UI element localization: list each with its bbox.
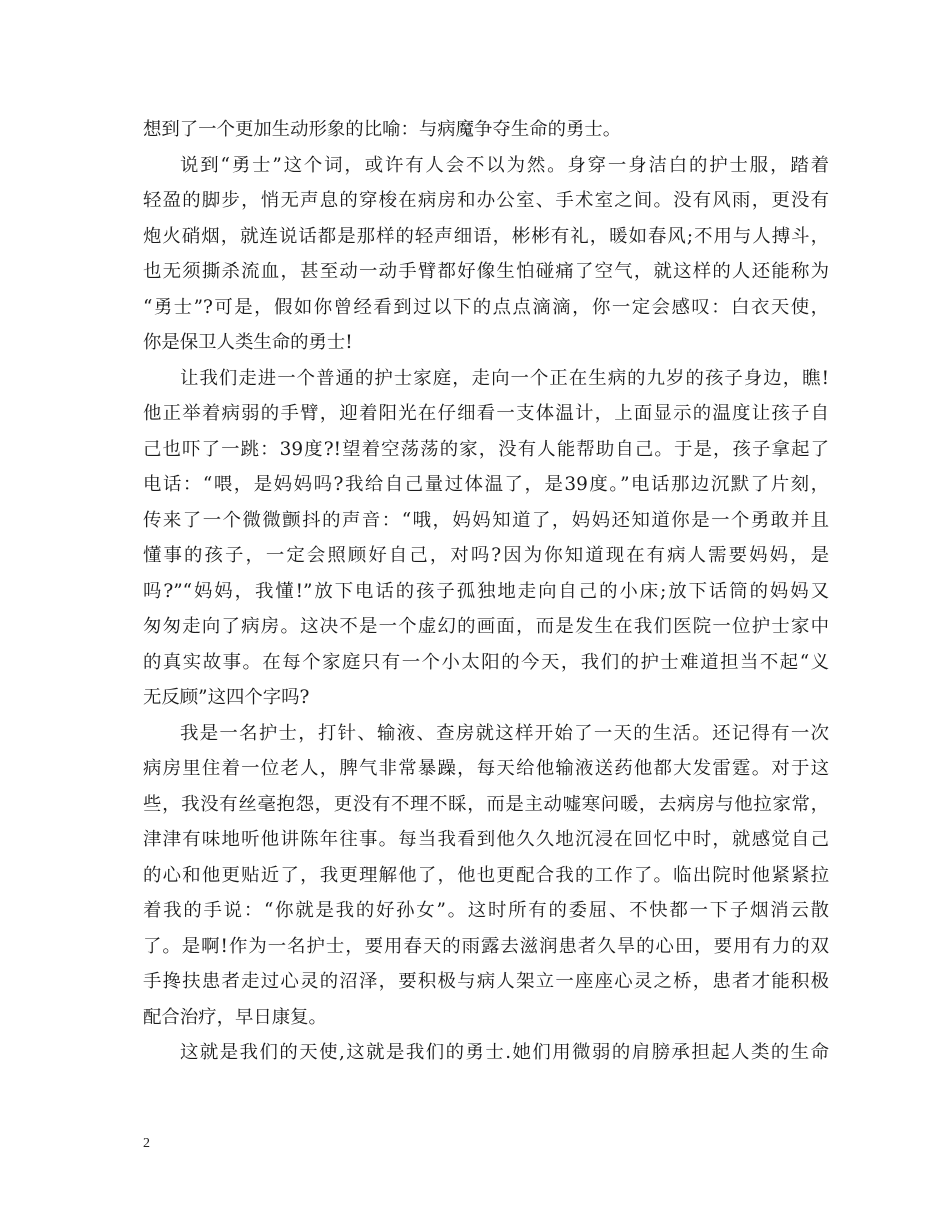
text-line: 电话：“喂，是妈妈吗?我给自己量过体温了，是39度。”电话那边沉默了片刻， xyxy=(143,474,829,495)
text-line: 了。是啊!作为一名护士，要用春天的雨露去滋润患者久旱的心田，要用有力的双 xyxy=(143,935,829,957)
text-line: 着我的手说：“你就是我的好孙女”。这时所有的委屈、不快都一下子烟消云散 xyxy=(143,900,829,921)
text-line: 吗?”“妈妈，我懂!”放下电话的孩子孤独地走向自己的小床;放下话筒的妈妈又 xyxy=(143,580,829,602)
text-line: 些，我没有丝毫抱怨，更没有不理不睬，而是主动嘘寒问暖，去病房与他拉家常， xyxy=(143,793,829,815)
text-line: 你是保卫人类生命的勇士! xyxy=(143,332,353,353)
text-line: 我是一名护士，打针、输液、查房就这样开始了一天的生活。还记得有一次 xyxy=(180,722,829,744)
text-line: 己也吓了一跳：39度?!望着空荡荡的家，没有人能帮助自己。于是，孩子拿起了 xyxy=(143,438,829,460)
text-line: 懂事的孩子，一定会照顾好自己，对吗?因为你知道现在有病人需要妈妈，是 xyxy=(143,545,829,566)
text-line: 说到“勇士”这个词，或许有人会不以为然。身穿一身洁白的护士服，踏着 xyxy=(180,154,829,176)
text-line: 匆匆走向了病房。这决不是一个虚幻的画面，而是发生在我们医院一位护士家中 xyxy=(143,616,829,637)
text-line: 让我们走进一个普通的护士家庭，走向一个正在生病的九岁的孩子身边，瞧! xyxy=(180,367,829,389)
text-line: 轻盈的脚步，悄无声息的穿梭在病房和办公室、手术室之间。没有风雨，更没有 xyxy=(143,190,829,211)
text-line: 他正举着病弱的手臂，迎着阳光在仔细看一支体温计，上面显示的温度让孩子自 xyxy=(143,403,829,424)
text-line: 的心和他更贴近了，我更理解他了，他也更配合我的工作了。临出院时他紧紧拉 xyxy=(143,864,829,886)
text-line: 的真实故事。在每个家庭只有一个小太阳的今天，我们的护士难道担当不起“义 xyxy=(143,651,829,673)
text-line: 病房里住着一位老人，脾气非常暴躁，每天给他输液送药他都大发雷霆。对于这 xyxy=(143,758,829,779)
page-number: 2 xyxy=(143,1136,150,1151)
text-line: 也无须撕杀流血，甚至动一动手臂都好像生怕碰痛了空气，就这样的人还能称为 xyxy=(143,261,829,282)
text-line: 配合治疗，早日康复。 xyxy=(143,1006,327,1028)
text-line: 想到了一个更加生动形象的比喻：与病魔争夺生命的勇士。 xyxy=(143,119,622,140)
body-text xyxy=(143,112,829,1071)
text-line: 手搀扶患者走过心灵的沼泽，要积极与病人架立一座座心灵之桥，患者才能积极 xyxy=(143,971,829,992)
text-line: 炮火硝烟，就连说话都是那样的轻声细语，彬彬有礼，暖如春风;不用与人搏斗， xyxy=(143,225,829,247)
text-line: “勇士”?可是，假如你曾经看到过以下的点点滴滴，你一定会感叹：白衣天使， xyxy=(143,296,829,318)
text-line: 这就是我们的天使,这就是我们的勇士.她们用微弱的肩膀承担起人类的生命 xyxy=(180,1042,829,1063)
text-line: 传来了一个微微颤抖的声音：“哦，妈妈知道了，妈妈还知道你是一个勇敢并且 xyxy=(143,509,829,531)
text-line: 无反顾”这四个字吗? xyxy=(143,687,310,708)
text-line: 津津有味地听他讲陈年往事。每当我看到他久久地沉浸在回忆中时，就感觉自己 xyxy=(143,829,829,850)
